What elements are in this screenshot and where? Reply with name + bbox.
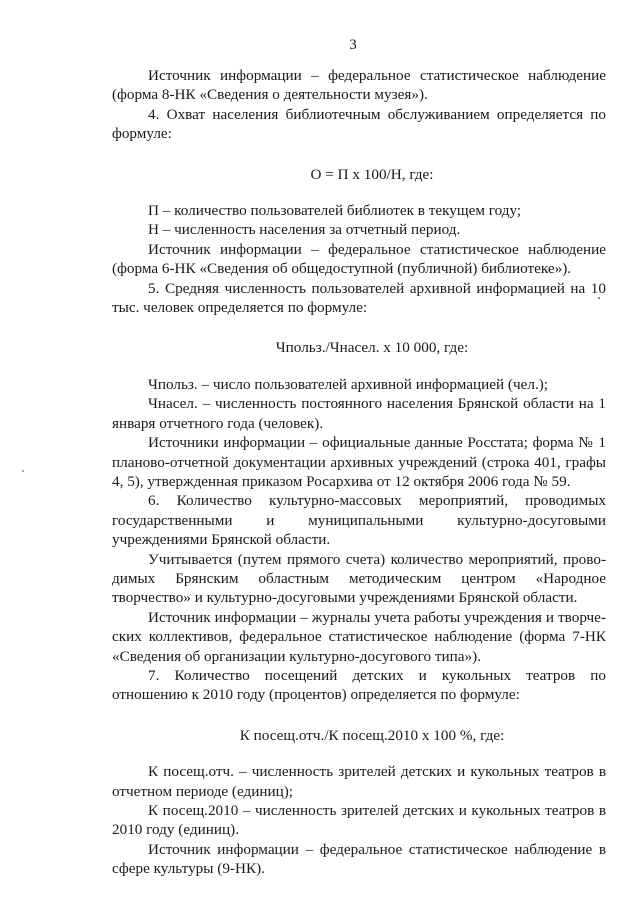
definition-p: П – количество пользователей библиотек в текущем году;	[148, 202, 522, 220]
scan-speck	[22, 470, 24, 472]
scan-speck	[598, 297, 600, 299]
paragraph-source-library: Источник информации – федеральное статистическое наблюдение (форма 6-НК «Сведения об общедоступной (публичной) библиотеке»).	[112, 240, 606, 278]
paragraph-archive-users: 5. Средняя численность пользователей архивной информацией на 10 тыс. человек определяется по формуле:	[112, 279, 606, 317]
paragraph-direct-count: Учитывается (путем прямого счета) количество мероприятий, проводимых Брянским областным методическим центром «Народное творчество» и культурно-досуговыми учреждениями Брянской области.	[112, 550, 606, 607]
paragraph-source-rosstat: Источники информации – официальные данные Росстата; форма № 1 планово-отчетной документации архивных учреждений (строка 401, графы 4, 5), утвержденная приказом Росархива от 12 октября 2006 года № 59.	[112, 434, 606, 490]
formula-theatre-visits: К посещ.отч./К посещ.2010 х 100 %, где:	[239, 726, 505, 744]
paragraph-source-journals: Источник информации – журналы учета работы учреждения и творческих коллективов, федеральное статистическое наблюдение (форма 7-НК «Сведения об организации культурно-досугового типа»).	[112, 608, 606, 665]
paragraph-theatre-visits: 7. Количество посещений детских и кукольных театров по отношению к 2010 году (процентов) определяется по формуле:	[112, 666, 606, 704]
definition-n: Н – численность населения за отчетный период.	[148, 221, 461, 239]
paragraph-source-culture: Источник информации – федеральное статистическое наблюдение в сфере культуры (9-НК).	[112, 840, 606, 878]
definition-k-otch: К посещ.отч. – численность зрителей детских и кукольных театров в отчетном периоде (единиц);	[112, 763, 606, 800]
formula-library-coverage: О = П х 100/Н, где:	[310, 165, 434, 183]
paragraph-source-museum: Источник информации – федеральное статистическое наблюдение (форма 8-НК «Сведения о деятельности музея»).	[112, 67, 606, 104]
formula-archive-users: Чпольз./Чнасел. х 10 000, где:	[275, 339, 469, 357]
definition-k-2010: К посещ.2010 – численность зрителей детских и кукольных театров в 2010 году (единиц).	[112, 802, 606, 839]
definition-chnasel: Чнасел. – численность постоянного населения Брянской области на 1 января отчетного года (человек).	[112, 395, 606, 432]
paragraph-library-coverage: 4. Охват населения библиотечным обслуживанием определяется по формуле:	[112, 105, 606, 143]
definition-chpolz: Чпольз. – число пользователей архивной информацией (чел.);	[148, 375, 549, 393]
page-number: 3	[349, 37, 357, 53]
paragraph-cultural-events: 6. Количество культурно-массовых мероприятий, проводимых государственными и муниципальными культурно-досуговыми учреждениями Брянской области.	[112, 492, 606, 549]
document-body	[112, 66, 606, 879]
